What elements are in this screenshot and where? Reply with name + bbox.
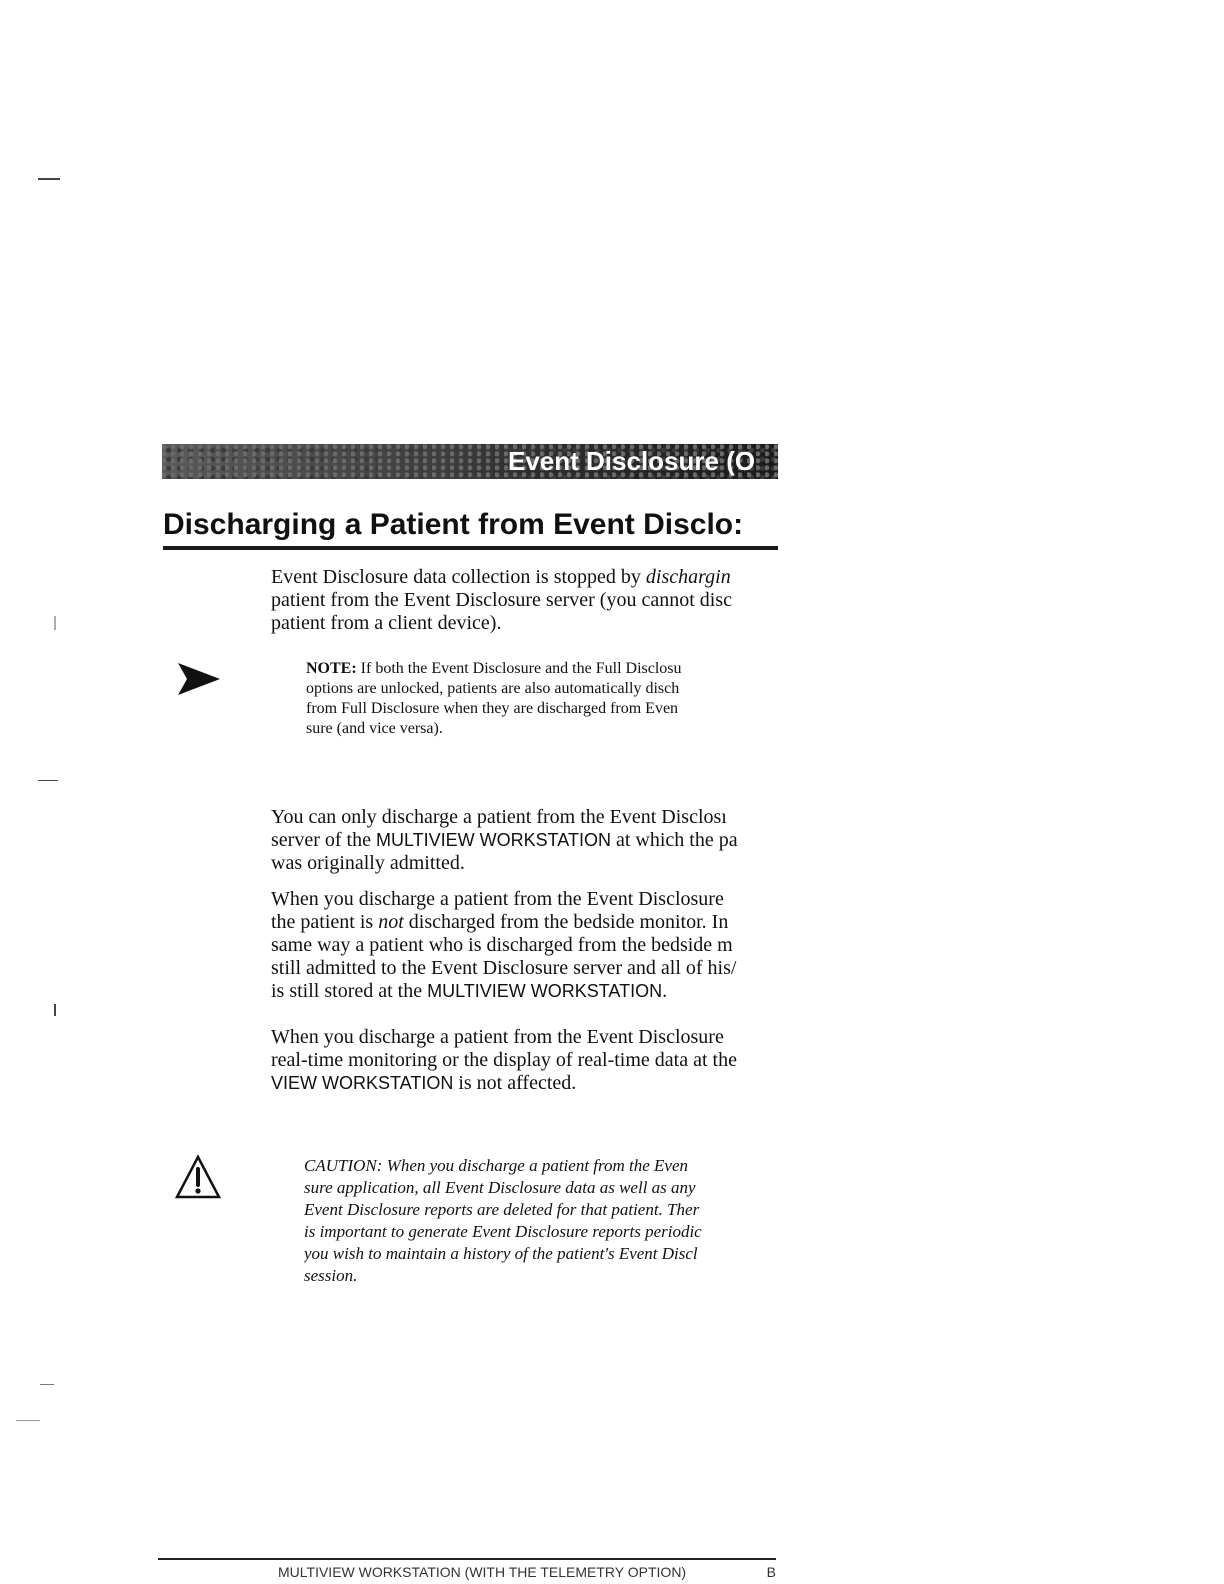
caution-line: you wish to maintain a history of the patient's Event Discl	[304, 1244, 698, 1263]
note-label: NOTE:	[306, 660, 357, 677]
paragraph-line: still admitted to the Event Disclosure server and all of his/	[271, 957, 737, 979]
paragraph-line	[271, 980, 778, 1003]
section-banner	[162, 444, 778, 479]
caution-block	[304, 1155, 778, 1287]
paragraph-text: the patient is	[271, 911, 379, 933]
intro-line: patient from a client device).	[271, 612, 502, 634]
scan-mark	[40, 1384, 54, 1385]
section-banner-title: Event Disclosure (O	[508, 446, 756, 476]
caution-line: sure application, all Event Disclosure data as well as any	[304, 1178, 696, 1197]
paragraph-text: server of the	[271, 829, 376, 851]
paragraph-line	[271, 1072, 778, 1095]
paragraph-line: same way a patient who is discharged from the bedside m	[271, 934, 733, 956]
paragraph-line	[271, 911, 778, 934]
scan-mark	[54, 616, 56, 630]
paragraph-text: .	[662, 980, 668, 1002]
intro-line: patient from the Event Disclosure server (you cannot disc	[271, 589, 732, 611]
intro-line	[271, 566, 778, 589]
heading-divider	[163, 546, 778, 550]
warning-triangle-icon	[174, 1154, 222, 1200]
note-line: sure (and vice versa).	[306, 720, 443, 737]
page-footer	[158, 1560, 776, 1584]
paragraph-line: When you discharge a patient from the Event Disclosure	[271, 1026, 724, 1048]
note-line: options are unlocked, patients are also automatically disch	[306, 680, 680, 697]
scan-mark	[54, 1004, 56, 1016]
intro-paragraph	[271, 566, 778, 635]
paragraph-text: is still stored at the	[271, 980, 428, 1002]
intro-emphasis: dischargin	[645, 566, 731, 588]
note-line: from Full Disclosure when they are discharged from Even	[306, 700, 679, 717]
note-text: If both the Event Disclosure and the Full Disclosu	[356, 660, 682, 677]
paragraph-bedside-monitor	[271, 888, 778, 1003]
caution-label: CAUTION:	[304, 1156, 383, 1175]
note-block	[306, 659, 778, 739]
scan-mark	[38, 178, 60, 180]
caution-line	[304, 1155, 778, 1177]
paragraph-emphasis: not	[378, 911, 404, 933]
paragraph-admission-server	[271, 806, 778, 875]
paragraph-line	[271, 829, 778, 852]
paragraph-line: You can only discharge a patient from the Event Disclosı	[271, 806, 727, 828]
paragraph-line: When you discharge a patient from the Event Disclosure	[271, 888, 724, 910]
scan-mark	[16, 1420, 40, 1421]
caution-line: session.	[304, 1266, 358, 1285]
paragraph-line: was originally admitted.	[271, 852, 465, 874]
caution-text: When you discharge a patient from the Even	[382, 1156, 689, 1175]
footer-right-text: B	[766, 1564, 776, 1580]
scan-mark	[38, 780, 58, 781]
footer-left-text: MULTIVIEW WORKSTATION (WITH THE TELEMETRY OPTION)	[278, 1564, 687, 1580]
caution-line: is important to generate Event Disclosure reports periodic	[304, 1222, 702, 1241]
product-name: MULTIVIEW WORKSTATION	[375, 830, 611, 850]
product-name: MULTIVIEW WORKSTATION	[427, 981, 663, 1001]
note-line	[306, 659, 778, 679]
product-name: VIEW WORKSTATION	[271, 1073, 454, 1093]
paragraph-real-time-monitoring	[271, 1026, 778, 1095]
arrow-right-icon	[178, 663, 220, 695]
page-title: Discharging a Patient from Event Disclo:	[163, 508, 744, 541]
caution-line: Event Disclosure reports are deleted for that patient. Ther	[304, 1200, 700, 1219]
paragraph-text: is not affected.	[453, 1072, 577, 1094]
paragraph-text: discharged from the bedside monitor. In	[403, 911, 729, 933]
paragraph-text: at which the pa	[610, 829, 738, 851]
paragraph-line: real-time monitoring or the display of real-time data at the	[271, 1049, 737, 1071]
intro-text: Event Disclosure data collection is stopped by	[271, 566, 646, 588]
